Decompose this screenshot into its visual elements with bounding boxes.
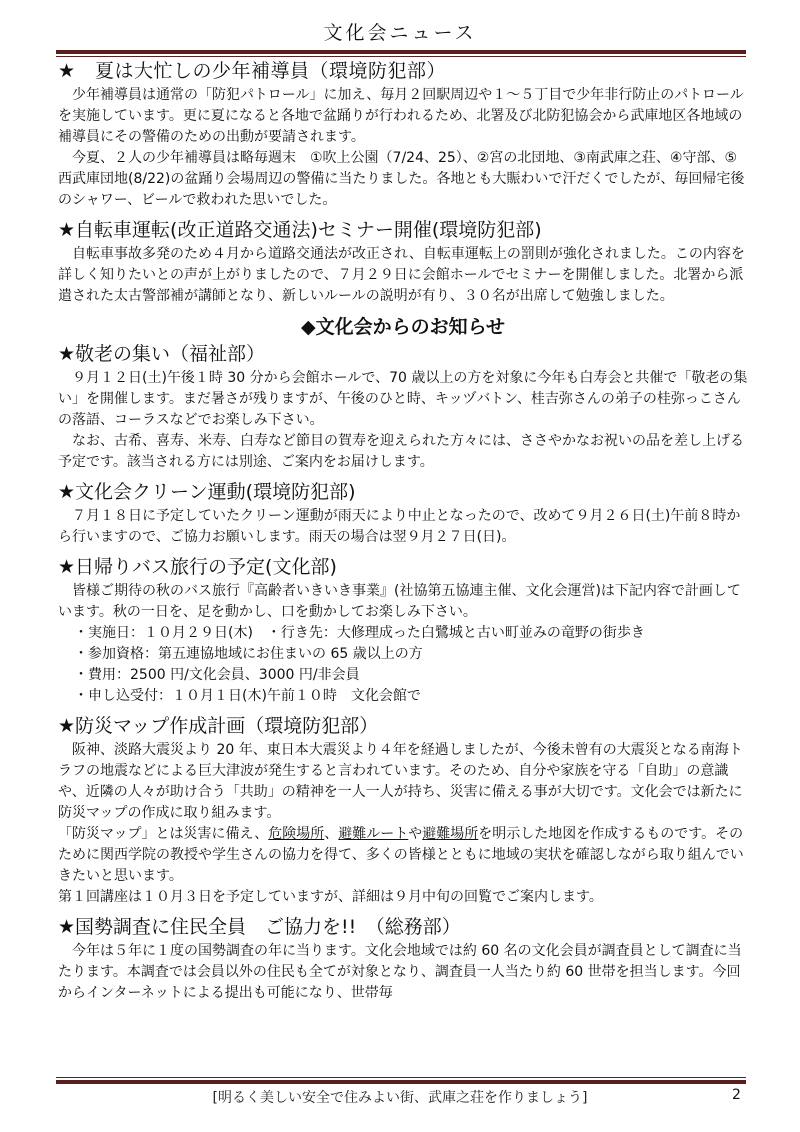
section-elderly-gathering [58, 341, 748, 473]
paragraph [58, 824, 748, 887]
underlined-term: 避難場所 [422, 826, 479, 842]
top-divider [56, 50, 746, 57]
section-youth-guidance [58, 58, 748, 211]
paragraph: ７月１８日に予定していたクリーン運動が雨天により中止となったので、改めて９月２６日(土)午前８時から行いますので、ご協力お願いします。雨天の場合は翌９月２７日(日)。 [58, 508, 741, 545]
text-run: を明示した地図を作成するものです。そのために関西学院の教授や学生さんの協力を得て、多くの皆様とともに地域の実状を確認しながら取り組んでいきたいと思います。 [58, 826, 744, 884]
list-item: ・参加資格：第五連協地域にお住まいの 65 歳以上の方 [74, 646, 423, 662]
trip-details-list [58, 623, 748, 707]
text-run: 、 [324, 826, 339, 842]
list-item: ・実施日：１０月２９日(木) ・行き先：大修理成った白鷺城と古い町並みの竜野の街歩き [74, 625, 645, 641]
paragraph: 第１回講座は１０月３日を予定していますが、詳細は９月中旬の回覧でご案内します。 [58, 889, 603, 905]
masthead-title: 文化会ニュース [323, 22, 477, 44]
section-bus-trip [58, 554, 748, 707]
underlined-term: 避難ルート [338, 826, 409, 842]
section-heading: ★文化会クリーン運動(環境防犯部) [58, 481, 356, 503]
paragraph: ９月１２日(土)午後１時 30 分から会館ホールで、70 歳以上の方を対象に今年も白寿会と共催で「敬老の集い」を開催します。まだ暑さが残りますが、午後のひと時、キッヅバトン、桂吉弥さんの弟子の桂弥っこさんの落語、コーラスなどでお楽しみ下さい。 [58, 370, 748, 428]
paragraph: 今年は５年に１度の国勢調査の年に当ります。文化会地域では約 60 名の文化会員が調査員として調査に当たります。本調査では会員以外の住民も全てが対象となり、調査員一人当たり約 60 世帯を担当します。今回からインターネットによる提出も可能になり、世帯毎 [58, 943, 742, 1001]
footer-slogan: [明るく美しい安全で住みよい街、武庫之荘を作りましょう] [212, 1090, 588, 1106]
section-heading: ★自転車運転(改正道路交通法)セミナー開催(環境防犯部) [58, 219, 542, 241]
section-census [58, 914, 748, 1004]
section-heading: ★ 夏は大忙しの少年補導員（環境防犯部） [58, 60, 447, 82]
section-heading: ★敬老の集い（福祉部） [58, 343, 266, 365]
text-run: や [408, 826, 423, 842]
section-heading: ★日帰りバス旅行の予定(文化部) [58, 556, 337, 578]
text-run: 「防災マップ」とは災害に備え、 [58, 826, 269, 842]
article-body [58, 58, 748, 1010]
paragraph: 少年補導員は通常の「防犯パトロール」に加え、毎月２回駅周辺や１～５丁目で少年非行防止のパトロールを実施しています。更に夏になると各地で盆踊りが行われるため、北署及び北防犯協会から武庫地区各地域の補導員にその警備のための出動が要請されます。 [58, 87, 744, 145]
section-heading: ★防災マップ作成計画（環境防犯部） [58, 715, 379, 737]
paragraph: 今夏、２人の少年補導員は略毎週末 ①吹上公園（7/24、25）、②宮の北団地、③南武庫之荘、④守部、⑤西武庫団地(8/22)の盆踊り会場周辺の警備に当たりました。各地とも大賑わいで汗だくでしたが、毎回帰宅後のシャワー、ビールで救われた思いでした。 [58, 150, 745, 208]
list-item: ・申し込受付：１０月１日(木)午前１０時 文化会館で [74, 688, 421, 704]
section-disaster-map [58, 713, 748, 908]
section-clean-campaign [58, 479, 748, 548]
page-number: 2 [732, 1087, 741, 1103]
section-bicycle-seminar [58, 217, 748, 307]
paragraph: 阪神、淡路大震災より 20 年、東日本大震災より４年を経過しましたが、今後未曾有の大震災となる南海トラフの地震などによる巨大津波が発生すると言われています。そのため、自分や家族を守る「自助」の意識や、近隣の人々が助け合う「共助」の精神を一人一人が持ち、災害に備える事が大切です。文化会では新たに防災マップの作成に取り組みます。 [58, 742, 743, 821]
paragraph: 自転車事故多発のため４月から道路交通法が改正され、自転車運転上の罰則が強化されました。この内容を詳しく知りたいとの声が上がりましたので、７月２９日に会館ホールでセミナーを開催しました。北署から派遣された太古警部補が講師となり、新しいルールの説明が有り、３０名が出席して勉強しました。 [58, 246, 745, 304]
section-heading: ★国勢調査に住民全員 ご協力を!! （総務部） [58, 916, 461, 938]
paragraph: 皆様ご期待の秋のバス旅行『高齢者いきいき事業』(社協第五協連主催、文化会運営)は下記内容で計画しています。秋の一日を、足を動かし、口を動かしてお楽しみ下さい。 [58, 583, 741, 620]
bottom-divider [56, 1077, 746, 1084]
paragraph: なお、古希、喜寿、米寿、白寿など節目の賀寿を迎えられた方々には、ささやかなお祝いの品を差し上げる予定です。該当される方には別途、ご案内をお届けします。 [58, 433, 744, 470]
list-item: ・費用：2500 円/文化会員、3000 円/非会員 [74, 667, 360, 683]
notices-title: ◆文化会からのお知らせ [300, 316, 506, 338]
underlined-term: 危険場所 [268, 826, 325, 842]
